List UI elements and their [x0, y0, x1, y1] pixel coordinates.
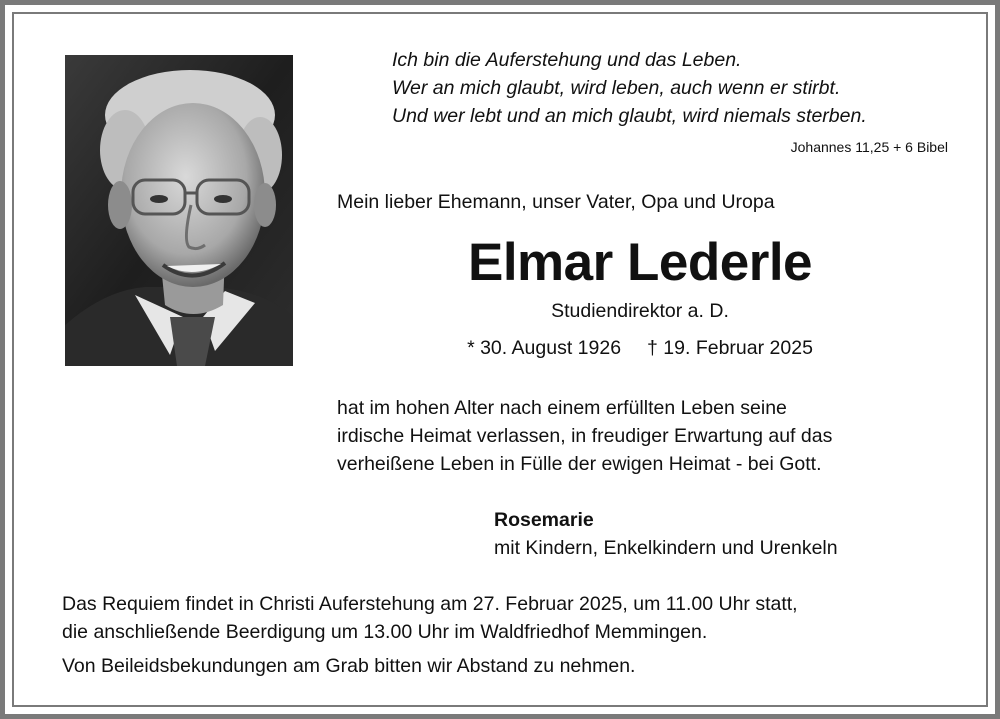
death-date: † 19. Februar 2025: [647, 337, 813, 359]
quote-line: Ich bin die Auferstehung und das Leben.: [392, 49, 742, 71]
requiem-line: die anschließende Beerdigung um 13.00 Uhr im Waldfriedhof Memmingen.: [62, 621, 708, 643]
bible-quote: [392, 46, 972, 130]
quote-source: Johannes 11,25 + 6 Bibel: [790, 139, 948, 155]
announcement-line: verheißene Leben in Fülle der ewigen Heimat - bei Gott.: [337, 453, 822, 475]
life-dates: [340, 337, 940, 360]
mourners: [494, 506, 838, 562]
intro-line: Mein lieber Ehemann, unser Vater, Opa und Uropa: [337, 191, 775, 213]
requiem-line: Das Requiem findet in Christi Auferstehung am 27. Februar 2025, um 11.00 Uhr statt,: [62, 593, 798, 615]
announcement-line: irdische Heimat verlassen, in freudiger Erwartung auf das: [337, 425, 833, 447]
portrait-photo: [65, 55, 293, 366]
funeral-details: [62, 590, 962, 680]
deceased-name: Elmar Lederle: [467, 233, 813, 292]
quote-line: Wer an mich glaubt, wird leben, auch wenn er stirbt.: [392, 77, 841, 99]
announcement-line: hat im hohen Alter nach einem erfüllten Leben seine: [337, 397, 787, 419]
deceased-title: Studiendirektor a. D.: [551, 300, 729, 322]
announcement-text: [337, 394, 957, 478]
condolence-notice: Von Beileidsbekundungen am Grab bitten wir Abstand zu nehmen.: [62, 655, 636, 677]
quote-line: Und wer lebt und an mich glaubt, wird niemals sterben.: [392, 105, 867, 127]
mourner-main: Rosemarie: [494, 509, 594, 531]
birth-date: * 30. August 1926: [467, 337, 622, 359]
mourner-family: mit Kindern, Enkelkindern und Urenkeln: [494, 537, 838, 559]
